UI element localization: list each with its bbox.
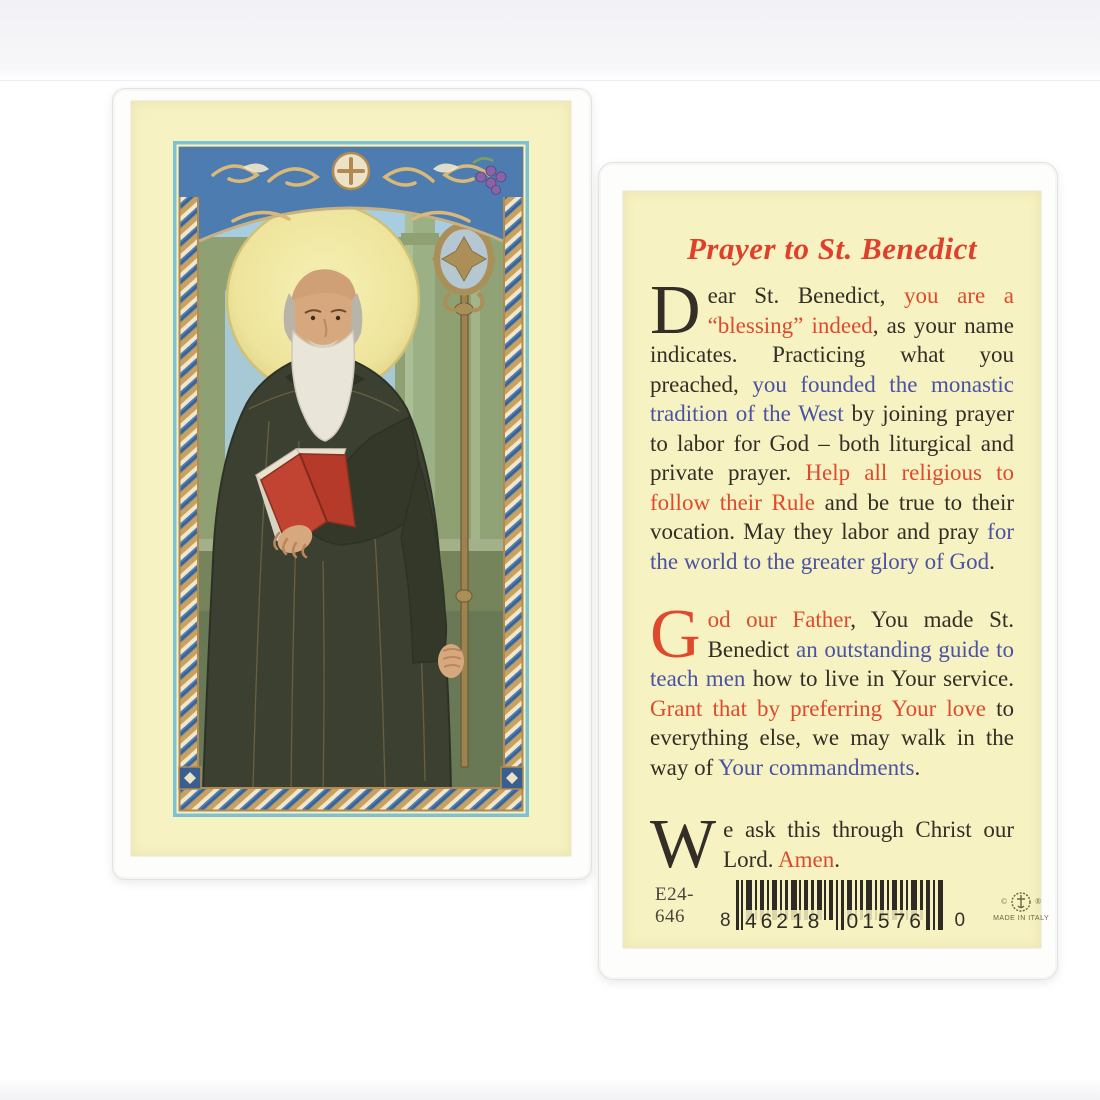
back-card-paper: [623, 191, 1050, 948]
prayer-text-segment: Your commandments: [718, 754, 915, 780]
publisher-seal-icon: [1010, 891, 1032, 913]
photo-background-band-bottom: [0, 1078, 1100, 1100]
publisher-seal: [993, 891, 1049, 922]
prayer-paragraphs: [623, 267, 1041, 883]
prayer-text-segment: you are a “blessing” indeed: [707, 283, 1014, 338]
prayer-text-segment: to everything else, we may walk in the way of: [650, 695, 1015, 780]
prayer-text-segment: for the world to the greater glory of God: [650, 519, 1014, 574]
barcode-group1: 46218: [744, 910, 824, 933]
drop-cap: G: [650, 596, 701, 673]
made-in-italy-label: MADE IN ITALY: [993, 914, 1050, 922]
barcode-bars: [736, 880, 948, 932]
prayer-text-segment: Amen: [778, 846, 835, 872]
prayer-text-segment: by joining prayer to labor for God – both liturgical and private prayer.: [650, 401, 1014, 485]
copyright-symbol: ©: [1001, 896, 1008, 906]
prayer-text-segment: .: [914, 754, 921, 780]
item-code: E24-646: [655, 884, 694, 927]
barcode-group2: 01576: [846, 910, 925, 933]
prayer-paragraph: [650, 806, 1014, 883]
prayer-text-segment: Help all religious to follow their Rule: [650, 460, 1015, 515]
holy-card-back: [598, 162, 1058, 980]
prayer-text-segment: ear St. Benedict,: [707, 283, 904, 308]
front-card-paper: [131, 101, 571, 856]
prayer-text-segment: and be true to their vocation. May they labor and pray: [650, 489, 1014, 544]
prayer-text-segment: how to live in Your service.: [745, 666, 1014, 691]
registered-symbol: ®: [1035, 896, 1042, 906]
drop-cap: W: [650, 806, 717, 883]
prayer-text-segment: an outstanding guide to teach men: [650, 636, 1015, 691]
prayer-title: Prayer to St. Benedict: [687, 231, 977, 266]
prayer-text-segment: e ask this through Christ our Lord.: [723, 817, 1014, 872]
drop-cap: D: [650, 272, 701, 349]
right-hand: [438, 644, 464, 678]
prayer-text-segment: , You made St. Benedict: [707, 607, 1014, 662]
prayer-text-segment: Grant that by preferring Your love: [650, 695, 987, 721]
saint-benedict-artwork: [173, 141, 529, 817]
prayer-text-segment: .: [834, 846, 840, 872]
prayer-text-segment: you founded the monastic tradition of the West: [650, 371, 1014, 426]
barcode: [720, 880, 965, 932]
card-footer: [623, 880, 1050, 933]
prayer-text-segment: od our Father: [707, 607, 851, 632]
cross-medallion-icon: [333, 153, 369, 189]
prayer-text-segment: , as your name indicates. Practicing what you preached,: [650, 312, 1014, 397]
barcode-trail-digit: 0: [954, 910, 966, 931]
prayer-paragraph: [650, 596, 1015, 782]
holy-card-front: [112, 88, 592, 880]
prayer-text-segment: .: [989, 548, 995, 574]
prayer-paragraph: [650, 272, 1015, 576]
barcode-lead-digit: 8: [719, 910, 731, 931]
photo-background-band-top: [0, 0, 1100, 81]
